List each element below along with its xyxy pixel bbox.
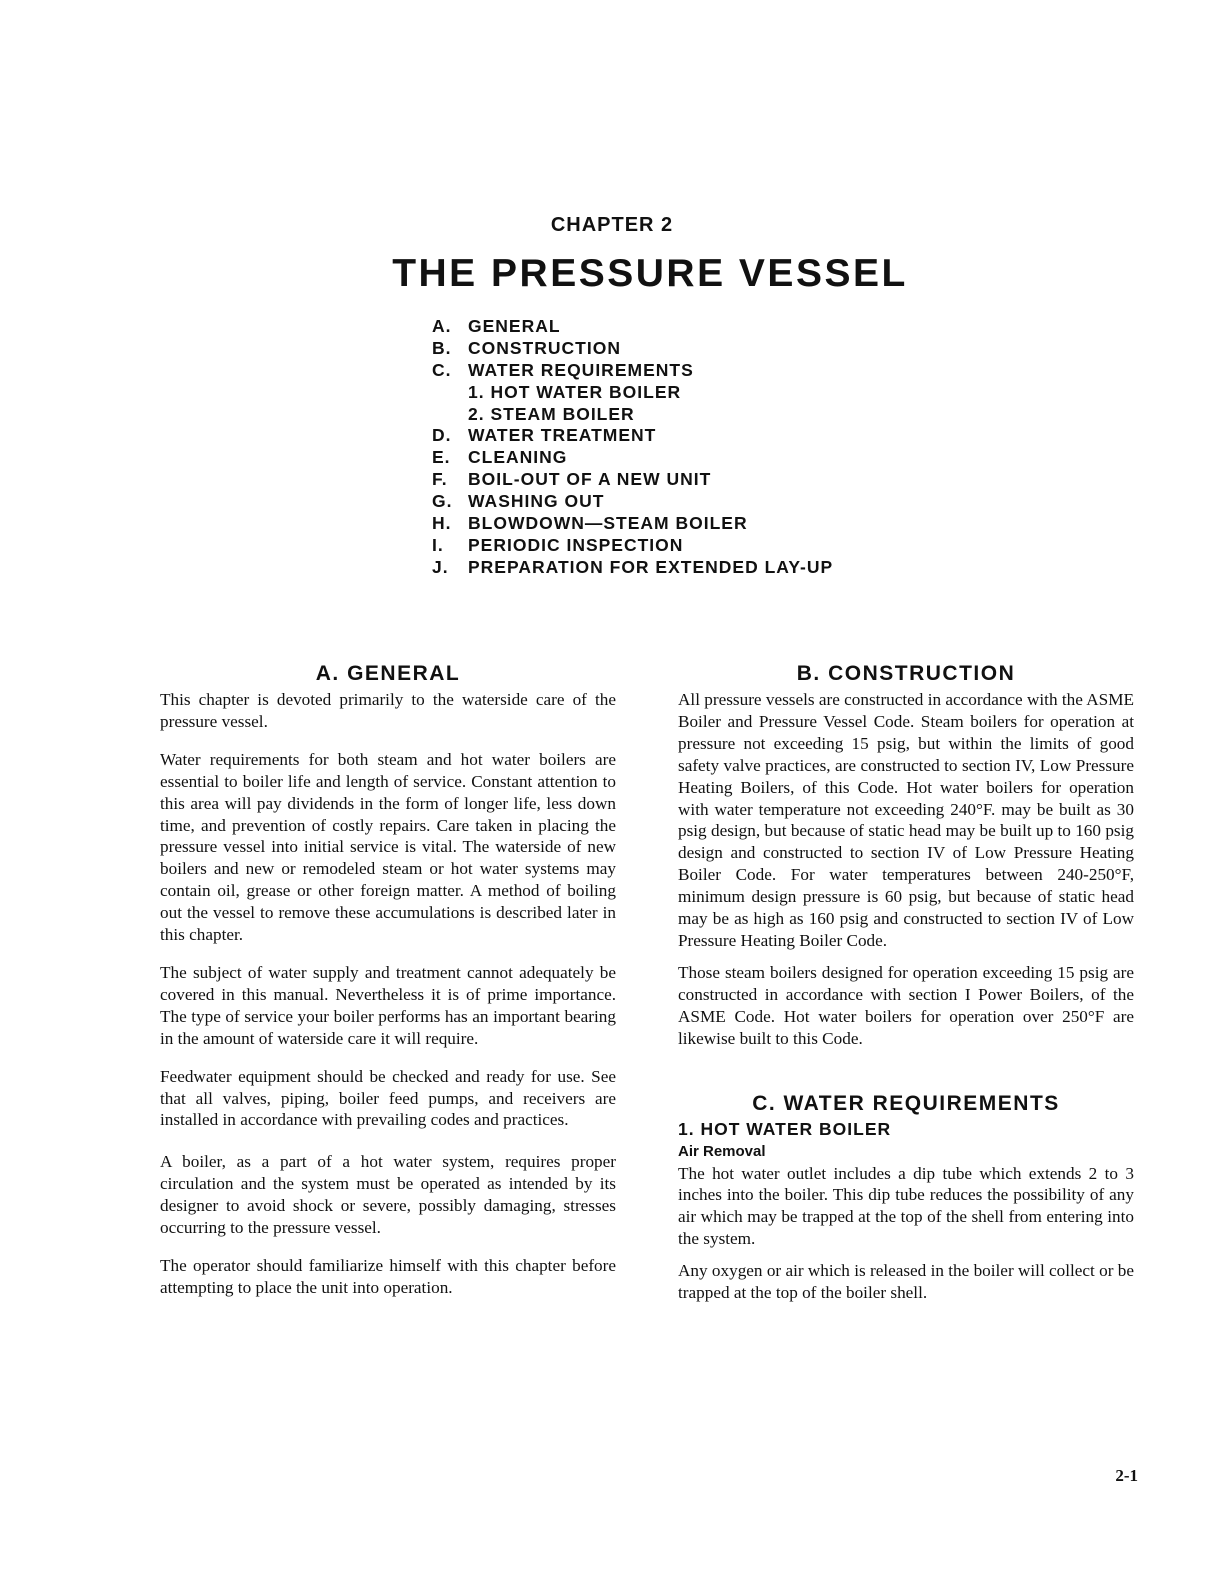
section-heading-construction: B. CONSTRUCTION	[796, 662, 1016, 685]
table-of-contents	[432, 316, 833, 579]
toc-key: D.	[432, 425, 452, 446]
toc-subitem	[432, 382, 833, 404]
toc-text: 1. HOT WATER BOILER	[468, 381, 682, 402]
toc-key: E.	[432, 447, 451, 468]
chapter-label: CHAPTER 2	[550, 214, 674, 236]
chapter-title: THE PRESSURE VESSEL	[392, 252, 908, 295]
section-heading-general: A. GENERAL	[315, 662, 461, 685]
toc-subitem	[432, 404, 833, 426]
toc-key: C.	[432, 359, 452, 380]
toc-item	[432, 535, 833, 557]
toc-text: WASHING OUT	[468, 491, 605, 512]
paragraph: The hot water outlet includes a dip tube which extends 2 to 3 inches into the boiler. This dip tube reduces the possibility of any air which may be trapped at the top of the shell from entering into the system.	[678, 1163, 1134, 1249]
paragraph: A boiler, as a part of a hot water system, requires proper circulation and the system must be operated as intended by its designer to avoid shock or severe, possibly damaging, stresses occurring to the pressure vessel.	[160, 1152, 616, 1238]
paragraph: The operator should familiarize himself with this chapter before attempting to place the unit into operation.	[160, 1255, 616, 1297]
toc-key: G.	[432, 491, 453, 512]
toc-item	[432, 425, 833, 447]
toc-key: H.	[432, 513, 452, 534]
toc-item	[432, 491, 833, 513]
page-number: 2-1	[1115, 1466, 1138, 1485]
toc-item	[432, 447, 833, 469]
toc-key: F.	[432, 469, 448, 490]
toc-key: B.	[432, 337, 452, 358]
toc-item	[432, 360, 833, 382]
toc-text: CONSTRUCTION	[468, 337, 621, 358]
left-column	[160, 660, 616, 1315]
toc-text: 2. STEAM BOILER	[468, 403, 635, 424]
toc-item	[432, 469, 833, 491]
toc-item	[432, 557, 833, 579]
toc-text: PERIODIC INSPECTION	[468, 534, 684, 555]
toc-item	[432, 338, 833, 360]
toc-item	[432, 513, 833, 535]
toc-item	[432, 316, 833, 338]
paragraph: Water requirements for both steam and hot water boilers are essential to boiler life and length of service. Constant attention to this area will pay dividends in the form of longer life, less down time, and prevention of costly repairs. Care taken in placing the pressure vessel into initial service is vital. The waterside of new boilers and new or remodeled steam or hot water systems may contain oil, grease or other foreign matter. A method of boiling out the vessel to remove these accumulations is described later in this chapter.	[160, 749, 616, 945]
paragraph: Those steam boilers designed for operation exceeding 15 psig are constructed in accordance with section I Power Boilers, of the ASME Code. Hot water boilers for operation over 250°F are likewise built to this Code.	[678, 962, 1134, 1048]
toc-text: WATER TREATMENT	[468, 425, 657, 446]
toc-text: BLOWDOWN—STEAM BOILER	[468, 513, 748, 534]
toc-key: J.	[432, 556, 449, 577]
toc-key: A.	[432, 316, 452, 336]
paragraph: Any oxygen or air which is released in the boiler will collect or be trapped at the top of the boiler shell.	[678, 1261, 1134, 1303]
toc-text: WATER REQUIREMENTS	[468, 359, 694, 380]
toc-text: CLEANING	[468, 447, 568, 468]
toc-text: PREPARATION FOR EXTENDED LAY-UP	[468, 556, 834, 577]
toc-text: BOIL-OUT OF A NEW UNIT	[468, 469, 712, 490]
paragraph: Feedwater equipment should be checked and ready for use. See that all valves, piping, boiler feed pumps, and receivers are installed in accordance with prevailing codes and practices.	[160, 1066, 616, 1130]
subsection-heading-hot-water-boiler: 1. HOT WATER BOILER	[678, 1118, 892, 1139]
right-column	[678, 660, 1134, 1320]
minor-heading-air-removal: Air Removal	[678, 1142, 766, 1160]
toc-text: GENERAL	[468, 316, 561, 336]
section-heading-water-requirements: C. WATER REQUIREMENTS	[752, 1091, 1060, 1115]
paragraph: The subject of water supply and treatment cannot adequately be covered in this manual. Nevertheless it is of prime importance. The type of service your boiler performs has an important bearing in the amount of waterside care it will require.	[160, 962, 616, 1048]
toc-key: I.	[432, 534, 444, 555]
paragraph: All pressure vessels are constructed in accordance with the ASME Boiler and Pressure Vessel Code. Steam boilers for operation at pressure not exceeding 15 psig, but within the limits of good safety valve practices, are constructed to section IV, Low Pressure Heating Boilers, of this Code. Hot water boilers for operation with water temperature not exceeding 240°F. may be built as 30 psig design, but because of static head may be built up to 160 psig design and constructed to section IV of Low Pressure Heating Boiler Code. For water temperatures between 240-250°F, minimum design pressure is 60 psig, but because of static head may be as high as 160 psig and constructed to section IV of Low Pressure Heating Boiler Code.	[678, 690, 1134, 950]
paragraph: This chapter is devoted primarily to the waterside care of the pressure vessel.	[160, 690, 616, 731]
